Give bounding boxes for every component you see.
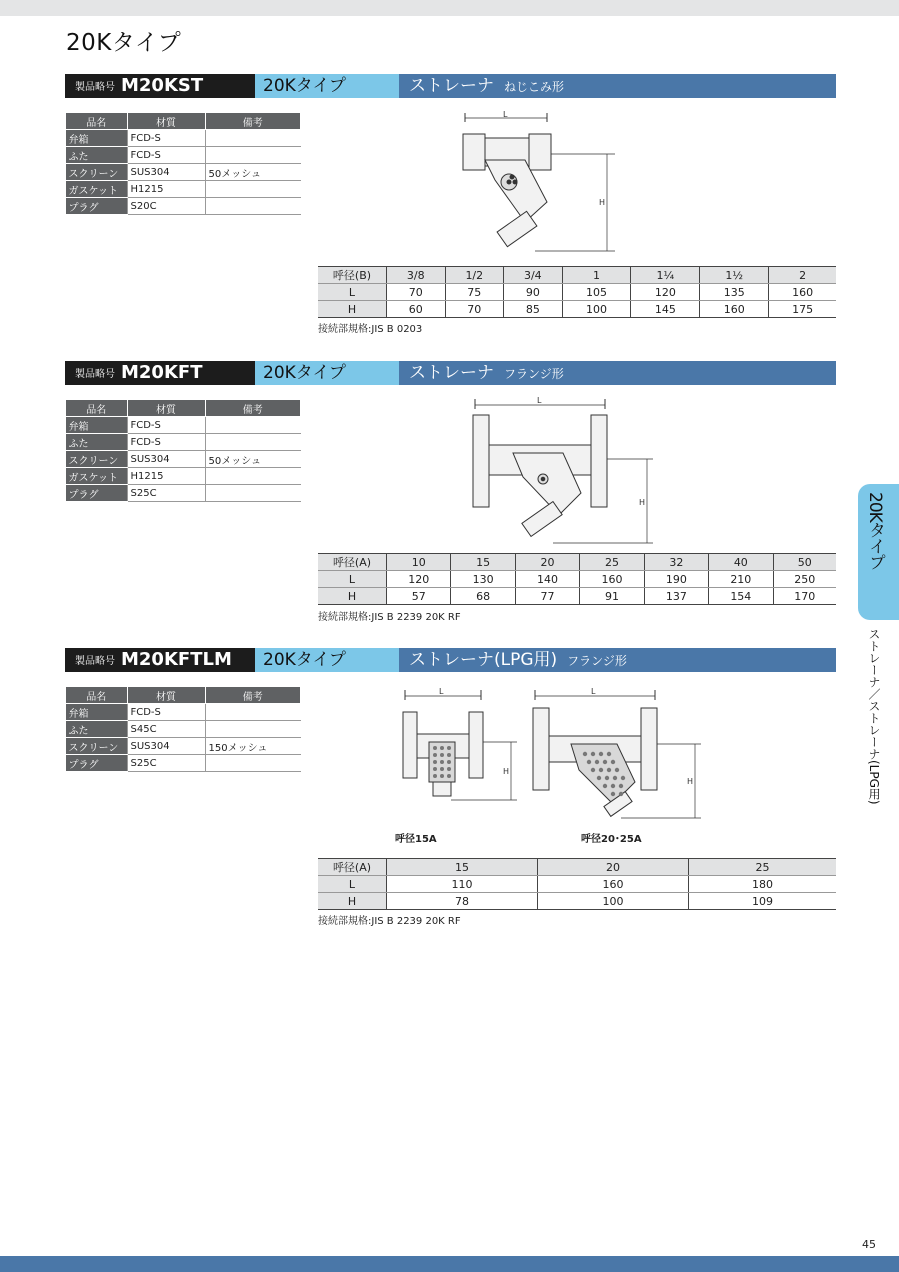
size-value: 40 [709, 554, 773, 571]
material: H1215 [127, 468, 205, 485]
size-value: 20 [537, 859, 688, 876]
dimension-row-l [318, 876, 836, 893]
dimension-header-row [318, 554, 836, 571]
dimension-h-label: H [687, 777, 694, 786]
part-name: ふた [66, 721, 128, 738]
dim-value: 110 [387, 876, 538, 893]
material: FCD-S [127, 417, 205, 434]
dimension-header-row [318, 859, 836, 876]
dim-value: 140 [515, 571, 579, 588]
material: FCD-S [127, 704, 205, 721]
materials-table [65, 112, 301, 215]
table-row [66, 434, 301, 451]
product-code: M20KFT [121, 362, 203, 383]
remarks [205, 181, 301, 198]
product-name-box [399, 648, 836, 672]
part-name: 弁箱 [66, 130, 128, 147]
type-label: 20Kタイプ [255, 361, 399, 385]
materials-header-row [66, 400, 301, 417]
dim-value: 130 [451, 571, 515, 588]
size-value: 3/4 [504, 267, 563, 284]
part-name: 弁箱 [66, 417, 128, 434]
dimension-row-h [318, 588, 836, 605]
side-tab-label: 20Kタイプ [865, 492, 885, 570]
remarks [205, 130, 301, 147]
table-row [66, 738, 301, 755]
dim-value: 105 [562, 284, 631, 301]
dim-value: 190 [644, 571, 708, 588]
dimension-l-label: L [439, 687, 444, 696]
dimension-row-h [318, 893, 836, 910]
remarks [205, 147, 301, 164]
dim-value: 250 [773, 571, 836, 588]
remarks [205, 434, 301, 451]
dimensions-table [318, 858, 836, 910]
table-row [66, 181, 301, 198]
table-row [66, 417, 301, 434]
dimension-l-label: L [503, 110, 508, 119]
dim-value: 154 [709, 588, 773, 605]
dim-value: 135 [700, 284, 769, 301]
product-code-box [65, 74, 255, 98]
header-part: 品名 [66, 687, 128, 704]
dim-value: 100 [537, 893, 688, 910]
strainer-lpg-15a-drawing [399, 684, 529, 812]
dimensions-table [318, 553, 836, 605]
size-value: 1½ [700, 267, 769, 284]
top-bar [0, 0, 899, 16]
part-name: ガスケット [66, 468, 128, 485]
size-value: 15 [451, 554, 515, 571]
dim-value: 210 [709, 571, 773, 588]
product-code-box [65, 648, 255, 672]
part-name: ふた [66, 147, 128, 164]
size-value: 2 [769, 267, 836, 284]
section-header [65, 648, 836, 672]
strainer-flanged-drawing [463, 393, 663, 548]
size-header: 呼径(A) [318, 859, 387, 876]
remarks: 50メッシュ [205, 164, 301, 181]
row-label: L [318, 571, 387, 588]
dim-value: 60 [387, 301, 446, 318]
table-row [66, 164, 301, 181]
part-name: スクリーン [66, 738, 128, 755]
size-value: 1 [562, 267, 631, 284]
dim-value: 160 [580, 571, 644, 588]
dimension-header-row [318, 267, 836, 284]
part-name: 弁箱 [66, 704, 128, 721]
material: FCD-S [127, 434, 205, 451]
product-code-prefix: 製品略号 [75, 369, 115, 380]
dim-value: 91 [580, 588, 644, 605]
product-code-box [65, 361, 255, 385]
dimensions-table [318, 266, 836, 318]
product-code-prefix: 製品略号 [75, 656, 115, 667]
dim-value: 120 [387, 571, 451, 588]
part-name: スクリーン [66, 451, 128, 468]
side-section-label: ストレーナ／ストレーナ(LPG用) [867, 628, 881, 805]
dim-value: 109 [688, 893, 836, 910]
product-name: ストレーナ [409, 76, 494, 96]
size-header: 呼径(A) [318, 554, 387, 571]
dimension-h-label: H [639, 498, 646, 507]
row-label: H [318, 301, 387, 318]
table-row [66, 130, 301, 147]
dim-value: 75 [445, 284, 504, 301]
dim-value: 70 [387, 284, 446, 301]
table-row [66, 721, 301, 738]
dimension-h-label: H [503, 767, 510, 776]
product-subtype: フランジ形 [567, 654, 627, 668]
dim-value: 57 [387, 588, 451, 605]
dim-value: 160 [537, 876, 688, 893]
size-value: 1¼ [631, 267, 700, 284]
page-number: 45 [862, 1238, 876, 1251]
material: SUS304 [127, 164, 205, 181]
dim-value: 120 [631, 284, 700, 301]
header-material: 材質 [127, 113, 205, 130]
size-value: 15 [387, 859, 538, 876]
type-label: 20Kタイプ [255, 74, 399, 98]
product-name-box [399, 361, 836, 385]
dim-value: 68 [451, 588, 515, 605]
header-material: 材質 [127, 400, 205, 417]
part-name: プラグ [66, 198, 128, 215]
dim-value: 100 [562, 301, 631, 318]
connection-standard-note: 接続部規格:JIS B 2239 20K RF [318, 612, 461, 623]
materials-table [65, 686, 301, 772]
product-name: ストレーナ [409, 363, 494, 383]
materials-table [65, 399, 301, 502]
header-material: 材質 [127, 687, 205, 704]
dim-value: 90 [504, 284, 563, 301]
remarks [205, 198, 301, 215]
section-m20kftlm [65, 648, 836, 927]
product-code-prefix: 製品略号 [75, 82, 115, 93]
header-remarks: 備考 [205, 687, 301, 704]
dim-value: 70 [445, 301, 504, 318]
product-subtype: ねじこみ形 [504, 80, 565, 94]
remarks [205, 755, 301, 772]
size-value: 25 [688, 859, 836, 876]
dim-value: 77 [515, 588, 579, 605]
material: S25C [127, 755, 205, 772]
dim-value: 175 [769, 301, 836, 318]
dim-value: 180 [688, 876, 836, 893]
product-name: ストレーナ(LPG用) [409, 650, 558, 670]
remarks: 50メッシュ [205, 451, 301, 468]
materials-header-row [66, 113, 301, 130]
remarks [205, 485, 301, 502]
dim-value: 160 [769, 284, 836, 301]
materials-header-row [66, 687, 301, 704]
dim-value: 137 [644, 588, 708, 605]
header-part: 品名 [66, 113, 128, 130]
table-row [66, 468, 301, 485]
material: SUS304 [127, 451, 205, 468]
drawing-caption-20-25a: 呼径20･25A [581, 834, 642, 845]
remarks [205, 704, 301, 721]
material: SUS304 [127, 738, 205, 755]
table-row [66, 485, 301, 502]
size-value: 50 [773, 554, 836, 571]
strainer-screwed-drawing [455, 110, 655, 260]
row-label: L [318, 284, 387, 301]
material: S25C [127, 485, 205, 502]
size-header: 呼径(B) [318, 267, 387, 284]
remarks: 150メッシュ [205, 738, 301, 755]
connection-standard-note: 接続部規格:JIS B 2239 20K RF [318, 916, 461, 927]
size-value: 3/8 [387, 267, 446, 284]
part-name: スクリーン [66, 164, 128, 181]
dimension-row-l [318, 284, 836, 301]
header-remarks: 備考 [205, 113, 301, 130]
dimension-l-label: L [591, 687, 596, 696]
row-label: H [318, 893, 387, 910]
dim-value: 85 [504, 301, 563, 318]
table-row [66, 451, 301, 468]
dim-value: 160 [700, 301, 769, 318]
strainer-lpg-20-25a-drawing [525, 684, 705, 824]
section-m20kst [65, 74, 836, 335]
material: S45C [127, 721, 205, 738]
dimension-row-h [318, 301, 836, 318]
part-name: ふた [66, 434, 128, 451]
section-header [65, 361, 836, 385]
product-subtype: フランジ形 [504, 367, 564, 381]
drawing-caption-15a: 呼径15A [395, 834, 437, 845]
table-row [66, 147, 301, 164]
page-title: 20Kタイプ [66, 30, 182, 56]
header-remarks: 備考 [205, 400, 301, 417]
bottom-bar [0, 1256, 899, 1272]
material: FCD-S [127, 147, 205, 164]
remarks [205, 417, 301, 434]
part-name: ガスケット [66, 181, 128, 198]
dim-value: 78 [387, 893, 538, 910]
dim-value: 145 [631, 301, 700, 318]
table-row [66, 198, 301, 215]
material: FCD-S [127, 130, 205, 147]
material: S20C [127, 198, 205, 215]
connection-standard-note: 接続部規格:JIS B 0203 [318, 324, 423, 335]
size-value: 32 [644, 554, 708, 571]
table-row [66, 704, 301, 721]
dimension-l-label: L [537, 396, 542, 405]
size-value: 20 [515, 554, 579, 571]
remarks [205, 468, 301, 485]
size-value: 10 [387, 554, 451, 571]
section-m20kft [65, 361, 836, 623]
product-code: M20KFTLM [121, 649, 232, 670]
row-label: L [318, 876, 387, 893]
section-header [65, 74, 836, 98]
table-row [66, 755, 301, 772]
size-value: 1/2 [445, 267, 504, 284]
dimension-row-l [318, 571, 836, 588]
dimension-h-label: H [599, 198, 606, 207]
size-value: 25 [580, 554, 644, 571]
dim-value: 170 [773, 588, 836, 605]
part-name: プラグ [66, 755, 128, 772]
product-name-box [399, 74, 836, 98]
header-part: 品名 [66, 400, 128, 417]
material: H1215 [127, 181, 205, 198]
row-label: H [318, 588, 387, 605]
remarks [205, 721, 301, 738]
type-label: 20Kタイプ [255, 648, 399, 672]
part-name: プラグ [66, 485, 128, 502]
product-code: M20KST [121, 75, 204, 96]
